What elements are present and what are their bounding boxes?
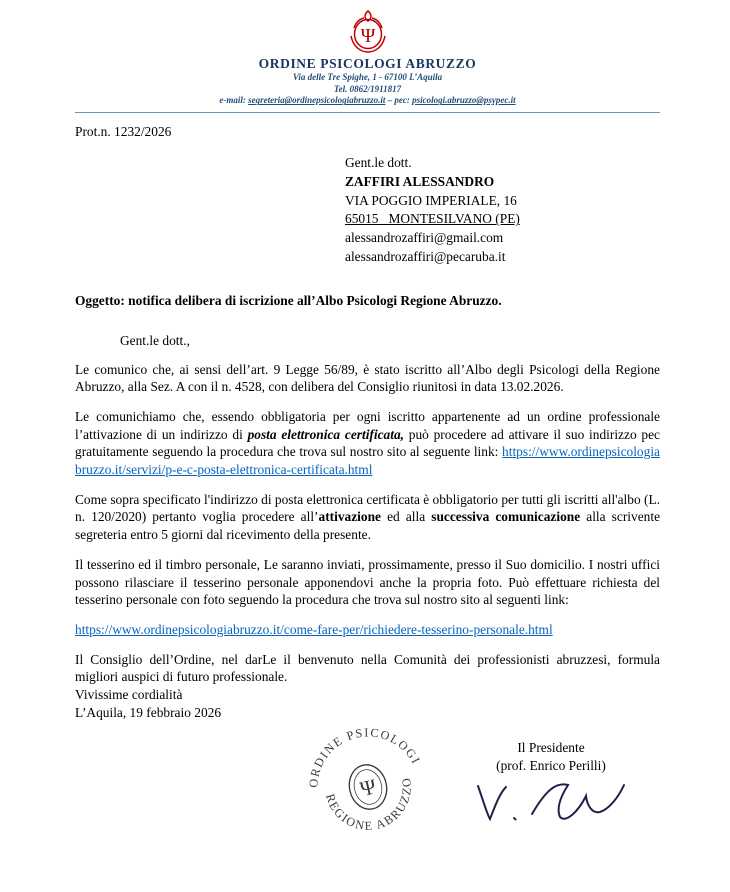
recipient-street: VIA POGGIO IMPERIALE, 16 [345, 192, 517, 208]
org-name: ORDINE PSICOLOGI ABRUZZO [258, 56, 477, 71]
signature-area [75, 725, 660, 845]
recipient-name: ZAFFIRI ALESSANDRO [345, 173, 495, 189]
text-segment: Le comunichiamo che, essendo obbligatoria per ogni iscritto appartenente ad un ordine professionale l’attivazione di un indirizzo di [75, 409, 660, 442]
org-logo-icon [346, 8, 390, 54]
subject-line: Oggetto: notifica delibera di iscrizione all’Albo Psicologi Regione Abruzzo. [75, 292, 502, 308]
paragraph-enrollment [75, 361, 660, 396]
letterhead [75, 8, 660, 113]
text-segment: alla scrivente segreteria entro 5 giorni dal ricevimento della presente. [75, 509, 661, 543]
signer-title: Il Presidente [517, 740, 585, 756]
recipient-city-line: 65015 MONTESILVANO (PE) [345, 211, 520, 227]
stamp-bottom-text: REGIONE ABRUZZO [322, 776, 414, 834]
text-segment: Il Consiglio dell’Ordine, nel darLe il benvenuto nella Comunità dei professionisti abruzzesi, formula migliori auspici di futuro professionale. [75, 651, 660, 685]
org-contacts [75, 95, 660, 107]
paragraph-pec-activation [75, 408, 660, 479]
org-phone: Tel. 0862/1911817 [333, 83, 402, 94]
text-segment: ed alla [381, 509, 432, 525]
paragraph-membership-card [75, 556, 660, 609]
text-segment: Il tesserino ed il timbro personale, Le saranno inviati, prossimamente, presso il Suo domicilio. I nostri uffici possono rilasciare il tesserino personale apponendovi anche la propria foto. Può effettuare richiesta del tesserino personale con foto seguendo la procedura che trova sul nostro sito al seguenti link: [75, 556, 660, 608]
hyperlink[interactable]: https://www.ordinepsicologiabruzzo.it/servizi/p-e-c-posta-elettronica-certificata.html [75, 444, 660, 478]
round-stamp [281, 705, 454, 870]
text-segment: e-mail: [219, 95, 249, 106]
stamp-psi-glyph: Ψ [357, 774, 379, 802]
stamp-top-text: ORDINE PSICOLOGI [305, 725, 424, 789]
recipient-salutation: Gent.le dott. [345, 155, 412, 171]
text-segment: può procedere ad attivare il suo indirizzo pec gratuitamente seguendo la procedura che trova sul nostro sito al seguente link: [75, 426, 660, 460]
hyperlink[interactable]: https://www.ordinepsicologiabruzzo.it/come-fare-per/richiedere-tesserino-personale.html [75, 621, 553, 637]
closing-cordiality: Vivissime cordialità [75, 686, 183, 702]
paragraph-card-link [75, 621, 660, 639]
logo-psi-glyph: Ψ [360, 25, 375, 47]
handwritten-signature [466, 774, 636, 830]
text-segment: segreteria@ordinepsicologiabruzzo.it [248, 95, 386, 106]
text-segment: successiva comunicazione [431, 509, 581, 525]
protocol-number: Prot.n. 1232/2026 [75, 124, 172, 140]
recipient-pec: alessandrozaffiri@pecaruba.it [345, 248, 506, 264]
text-segment: Le comunico che, ai sensi dell’art. 9 Legge 56/89, è stato iscritto all’Albo degli Psicologi della Regione Abruzzo, alla Sez. A con il n. 4528, con delibera del Consiglio riunitosi in data 13.02.2026. [75, 361, 660, 395]
text-segment: – pec: [385, 95, 413, 106]
recipient-block [345, 154, 660, 267]
text-segment: Come sopra specificato l'indirizzo di posta elettronica certificata è obbligatorio per tutti gli iscritti all'albo (L. n. 120/2020) pertanto voglia procedere all’ [75, 491, 660, 525]
recipient-email: alessandrozaffiri@gmail.com [345, 230, 504, 246]
text-segment: posta elettronica certificata, [247, 426, 404, 442]
signature-block [456, 739, 646, 829]
closing-place-date: L’Aquila, 19 febbraio 2026 [75, 704, 222, 720]
signer-name: (prof. Enrico Perilli) [496, 758, 606, 774]
org-address: Via delle Tre Spighe, 1 - 67100 L’Aquila [292, 72, 443, 82]
paragraph-welcome [75, 651, 660, 686]
letterhead-divider [75, 112, 660, 113]
text-segment: attivazione [318, 509, 381, 525]
text-segment: psicologi.abruzzo@psypec.it [412, 95, 516, 106]
paragraph-pec-obligation [75, 491, 660, 544]
greeting-line: Gent.le dott., [120, 332, 190, 348]
